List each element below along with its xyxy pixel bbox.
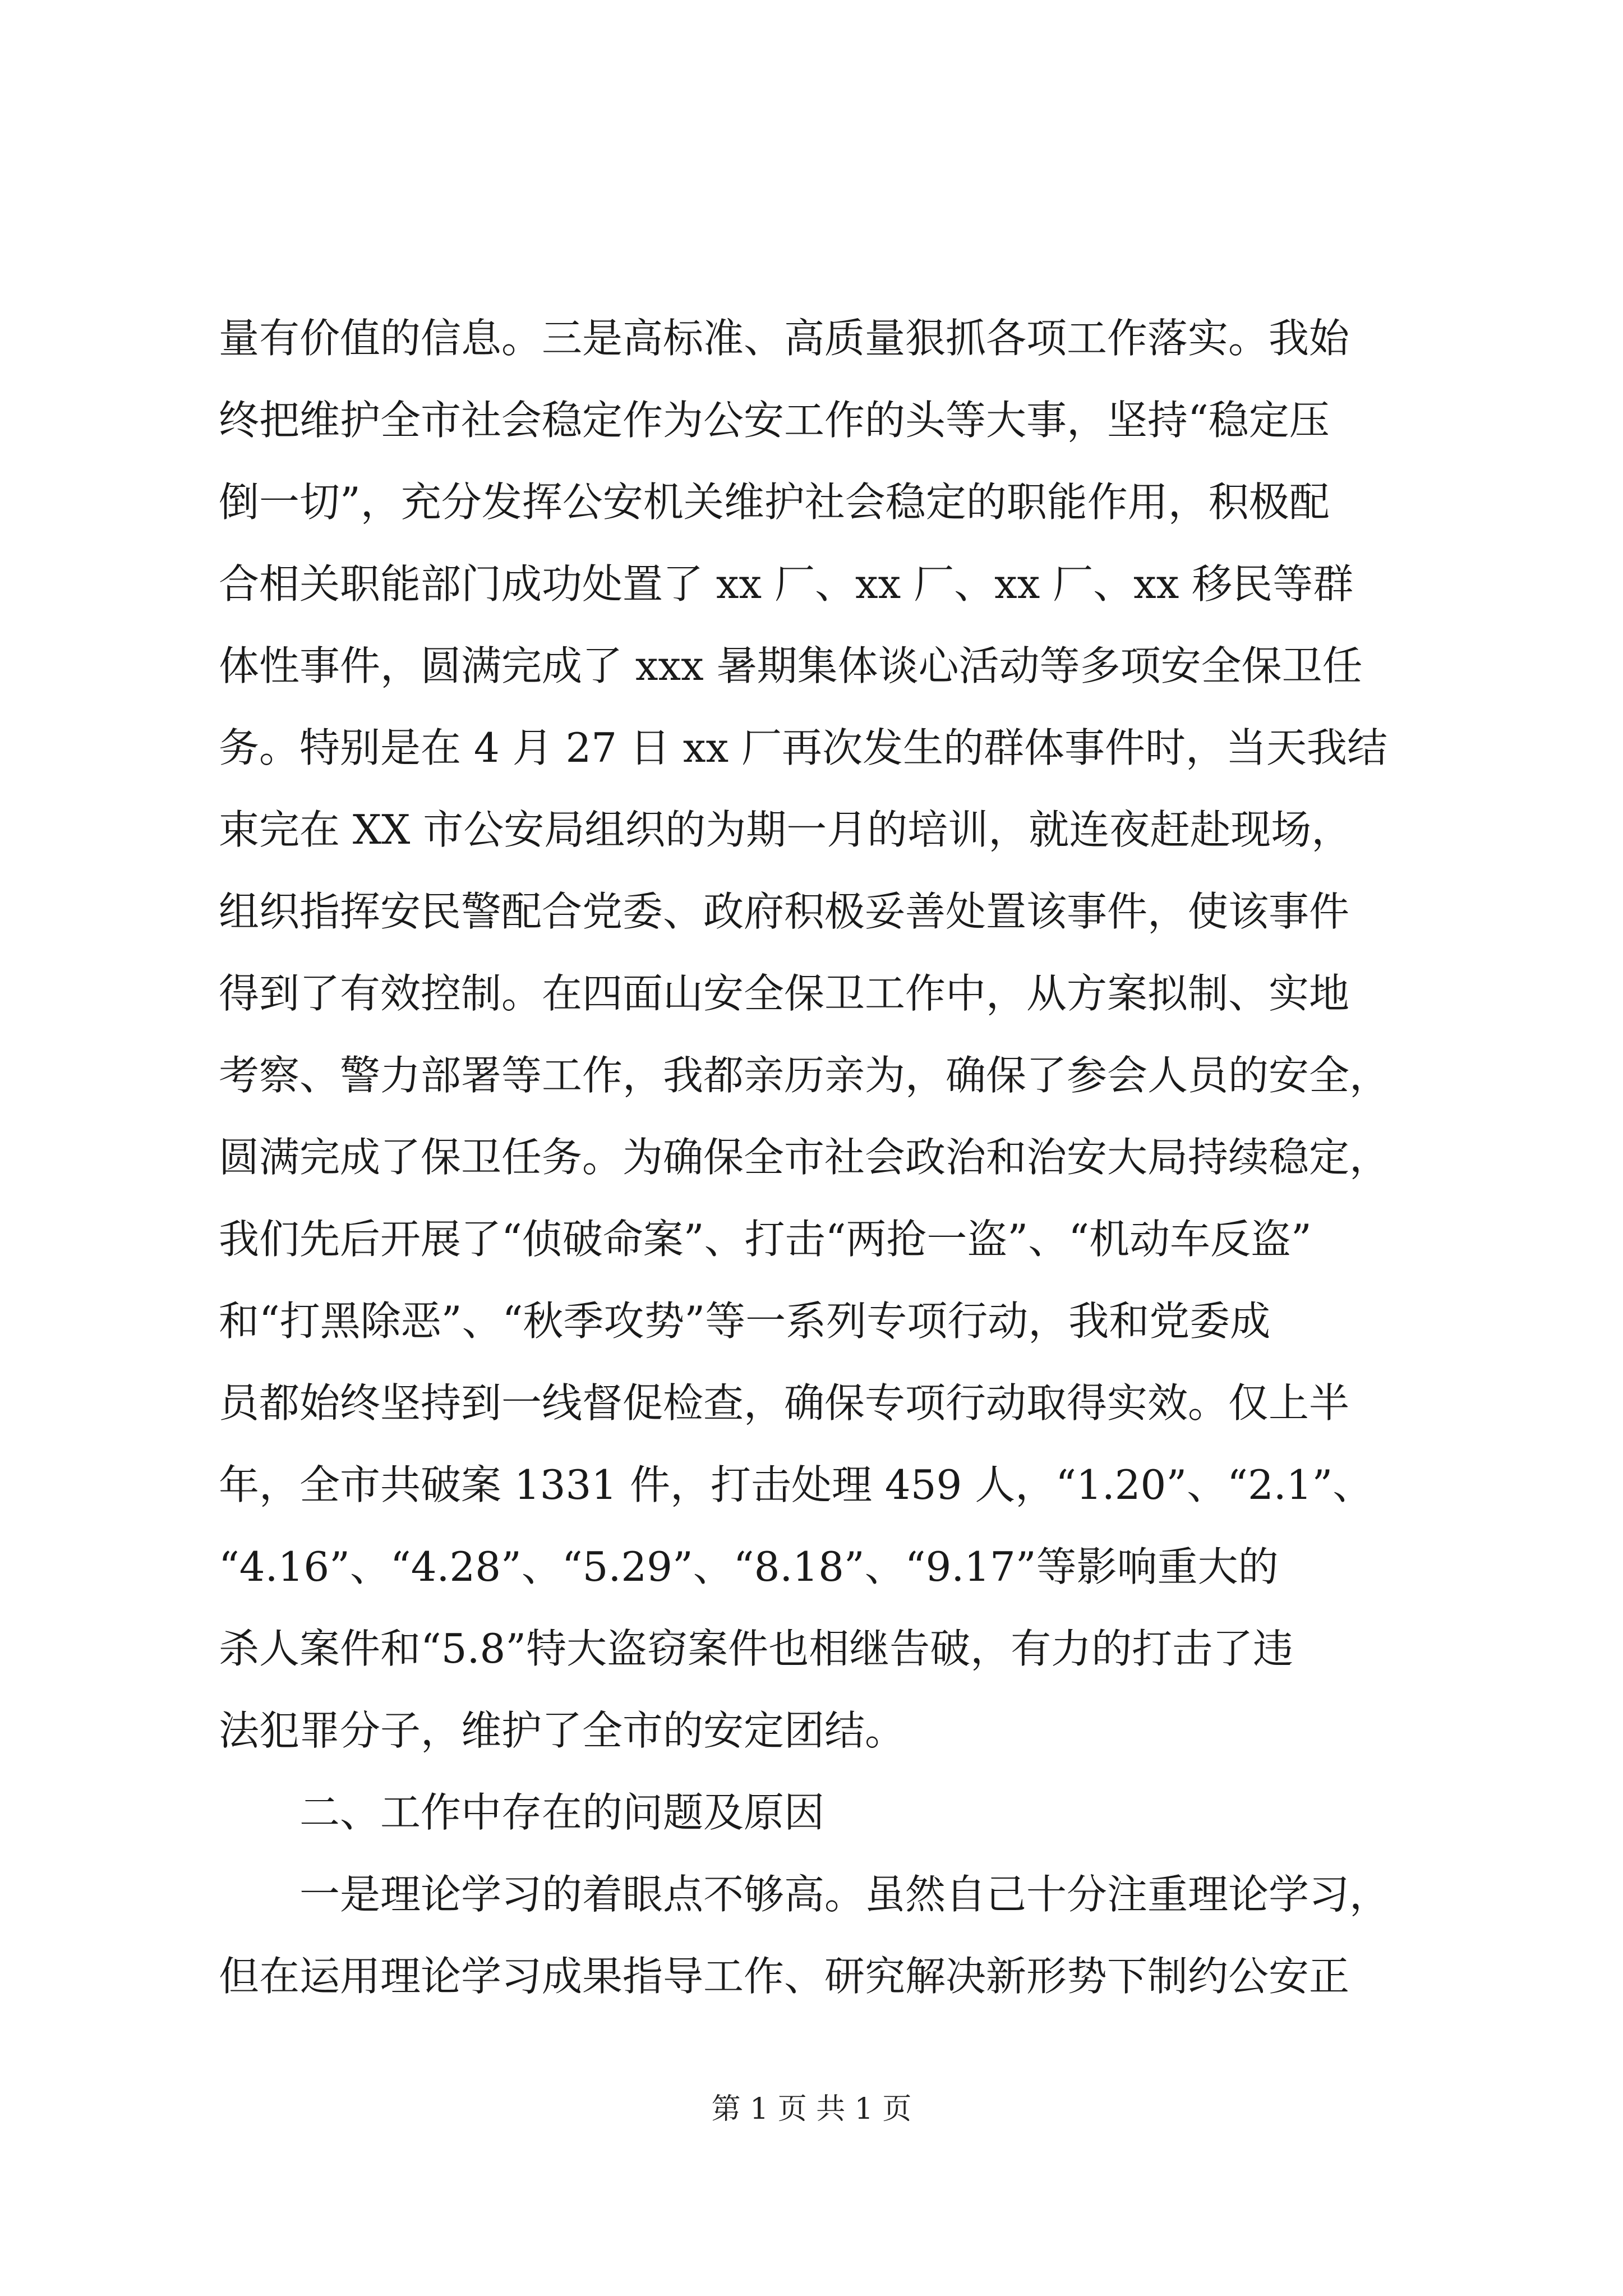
text-line: 和“打黑除恶”、“秋季攻势”等一系列专项行动，我和党委成 [219,1297,1271,1345]
text-line: 合相关职能部门成功处置了 xx 厂、xx 厂、xx 厂、xx 移民等群 [219,560,1354,608]
text-line: 量有价值的信息。三是高标准、高质量狠抓各项工作落实。我始 [219,315,1350,362]
text-line: 员都始终坚持到一线督促检查，确保专项行动取得实效。仅上半 [219,1379,1350,1427]
body-text [219,297,1408,2017]
section-heading: 二、工作中存在的问题及原因 [299,1789,825,1836]
text-line: 圆满完成了保卫任务。为确保全市社会政治和治安大局持续稳定， [219,1134,1390,1181]
text-line: 组织指挥安民警配合党委、政府积极妥善处置该事件，使该事件 [219,888,1350,935]
text-line: 考察、警力部署等工作，我都亲历亲为，确保了参会人员的安全， [219,1052,1390,1099]
text-line: “4.16”、“4.28”、“5.29”、“8.18”、“9.17”等影响重大的 [219,1543,1279,1590]
text-line: 我们先后开展了“侦破命案”、打击“两抢一盗”、“机动车反盗” [219,1216,1312,1263]
text-line: 法犯罪分子，维护了全市的安定团结。 [219,1707,906,1754]
page-footer: 第 1 页 共 1 页 [711,2092,912,2126]
text-line: 终把维护全市社会稳定作为公安工作的头等大事，坚持“稳定压 [219,397,1330,444]
text-line: 体性事件，圆满完成了 xxx 暑期集体谈心活动等多项安全保卫任 [219,642,1363,689]
text-line: 务。特别是在 4 月 27 日 xx 厂再次发生的群体事件时，当天我结 [219,724,1387,771]
text-line: 年，全市共破案 1331 件，打击处理 459 人，“1.20”、“2.1”、 [219,1461,1373,1508]
text-line: 一是理论学习的着眼点不够高。虽然自己十分注重理论学习， [299,1871,1390,1918]
text-line: 但在运用理论学习成果指导工作、研究解决新形势下制约公安正 [219,1953,1350,2000]
text-line: 束完在 XX 市公安局组织的为期一月的培训，就连夜赶赴现场， [219,806,1352,853]
text-line: 得到了有效控制。在四面山安全保卫工作中，从方案拟制、实地 [219,970,1350,1017]
text-line: 倒一切”，充分发挥公安机关维护社会稳定的职能作用，积极配 [219,478,1330,526]
text-line: 杀人案件和“5.8”特大盗窃案件也相继告破，有力的打击了违 [219,1625,1294,1672]
